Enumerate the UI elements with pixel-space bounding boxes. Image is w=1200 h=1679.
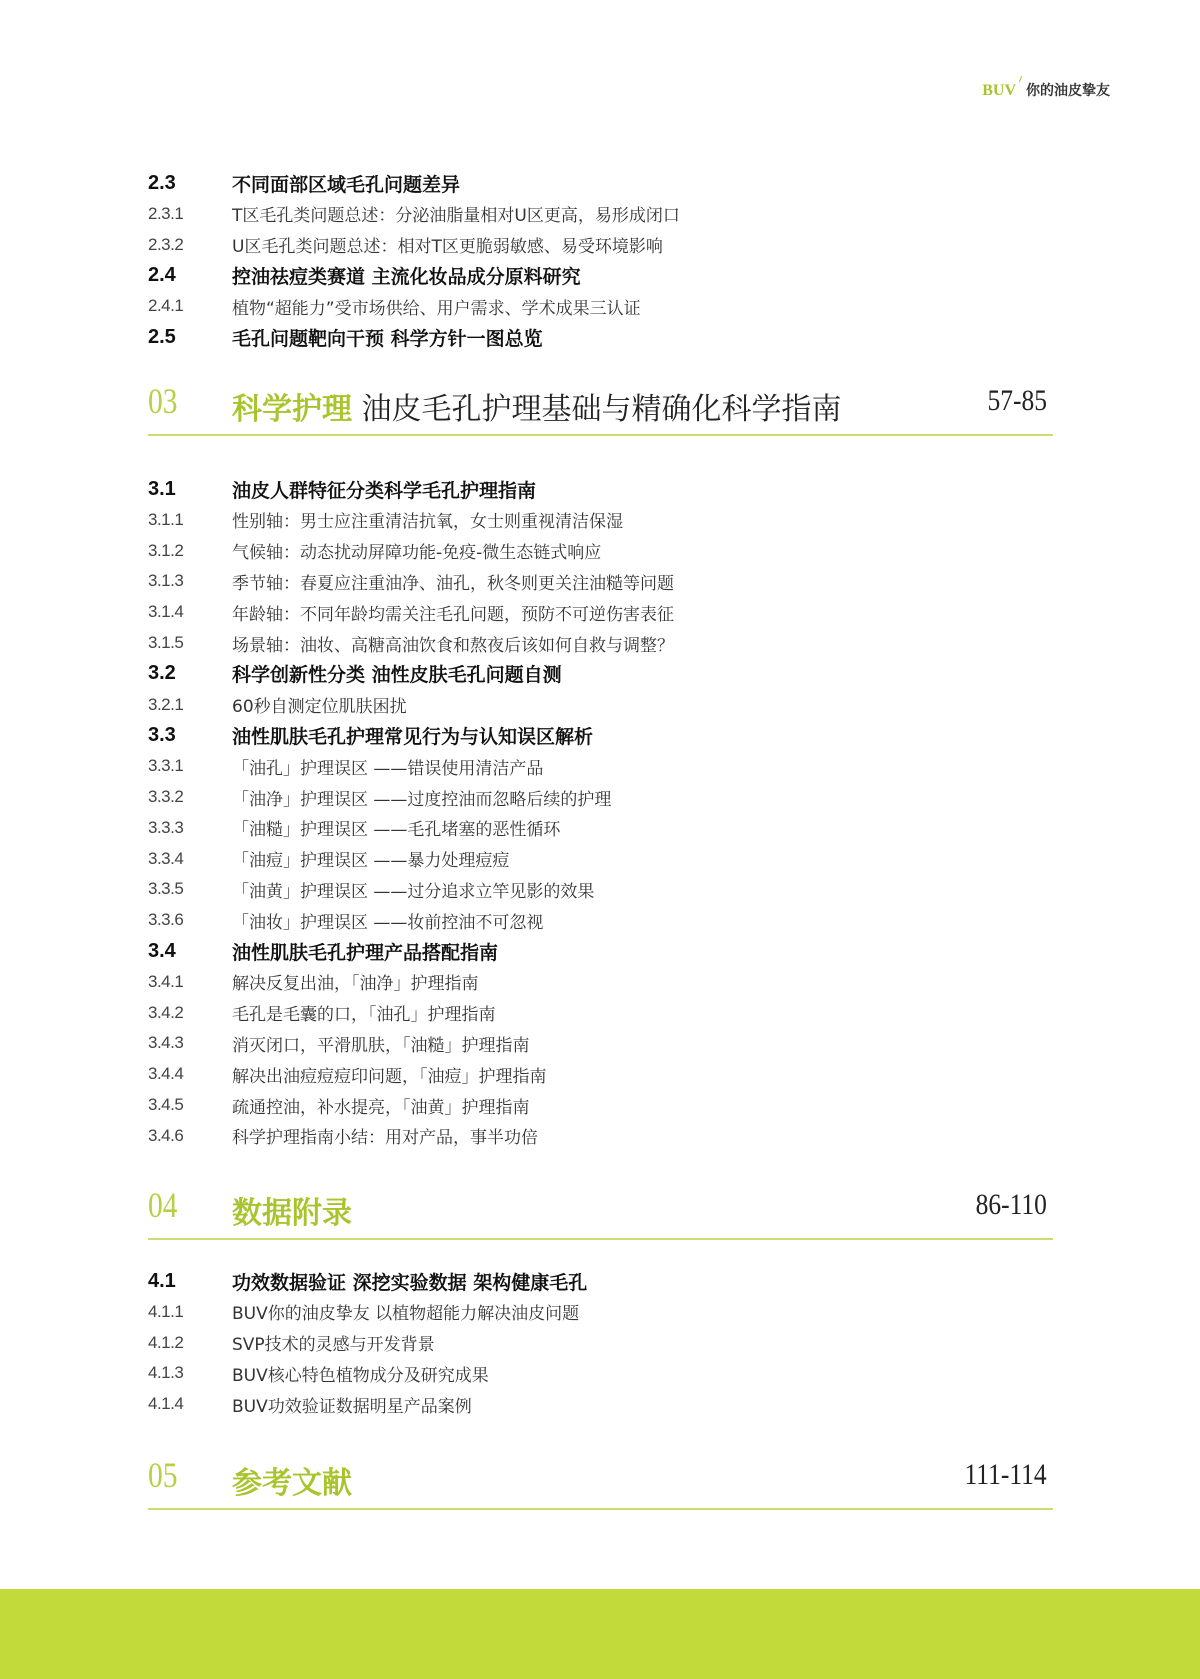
toc-section-entry[interactable] bbox=[148, 322, 543, 352]
entry-number: 3.3.5 bbox=[148, 879, 184, 899]
toc-subsection-entry[interactable] bbox=[148, 1358, 489, 1388]
toc-subsection-entry[interactable] bbox=[148, 1389, 472, 1419]
chapter-title-accent: 数据附录 bbox=[232, 1196, 352, 1231]
entry-number: 3.3.4 bbox=[148, 848, 184, 868]
entry-title: 「油妆」护理误区 ——妆前控油不可忽视 bbox=[232, 912, 544, 933]
toc-subsection-entry[interactable] bbox=[148, 199, 680, 229]
entry-title: SVP技术的灵感与开发背景 bbox=[232, 1335, 435, 1356]
toc-subsection-entry[interactable] bbox=[148, 751, 543, 781]
chapter-number: 04 bbox=[148, 1185, 178, 1225]
entry-number: 3.3 bbox=[148, 723, 176, 746]
entry-title: 油皮人群特征分类科学毛孔护理指南 bbox=[232, 479, 537, 502]
entry-number: 4.1.2 bbox=[148, 1332, 184, 1352]
footer-band bbox=[0, 1589, 1200, 1679]
toc-subsection-entry[interactable] bbox=[148, 813, 560, 843]
entry-number: 3.1.4 bbox=[148, 602, 184, 622]
toc-subsection-entry[interactable] bbox=[148, 1028, 530, 1058]
entry-title: 控油祛痘类赛道 主流化妆品成分原料研究 bbox=[232, 265, 581, 288]
entry-number: 3.4 bbox=[148, 939, 176, 962]
toc-subsection-entry[interactable] bbox=[148, 967, 479, 997]
entry-number: 3.1.5 bbox=[148, 633, 184, 652]
entry-number: 2.4.1 bbox=[148, 296, 184, 316]
toc-subsection-entry[interactable] bbox=[148, 1090, 530, 1120]
entry-number: 3.1.3 bbox=[148, 571, 184, 591]
toc-subsection-entry[interactable] bbox=[148, 1059, 547, 1089]
entry-title: 科学创新性分类 油性皮肤毛孔问题自测 bbox=[232, 664, 562, 687]
entry-title: T区毛孔类问题总述：分泌油脂量相对U区更高，易形成闭口 bbox=[232, 206, 680, 227]
chapter-03-header[interactable] bbox=[148, 372, 1053, 436]
toc-subsection-entry[interactable] bbox=[148, 844, 509, 874]
toc-subsection-entry[interactable] bbox=[148, 505, 623, 535]
entry-number: 4.1.4 bbox=[148, 1394, 184, 1414]
entry-number: 2.5 bbox=[148, 325, 176, 348]
entry-title: 油性肌肤毛孔护理常见行为与认知误区解析 bbox=[232, 725, 594, 748]
entry-title: 「油糙」护理误区 ——毛孔堵塞的恶性循环 bbox=[232, 820, 561, 841]
chapter-title bbox=[232, 1188, 352, 1232]
entry-title: 不同面部区域毛孔问题差异 bbox=[232, 173, 461, 196]
entry-title: 植物“超能力”受市场供给、用户需求、学术成果三认证 bbox=[232, 298, 641, 319]
entry-number: 4.1.1 bbox=[148, 1301, 184, 1321]
entry-title: 毛孔问题靶向干预 科学方针一图总览 bbox=[232, 327, 543, 350]
toc-subsection-entry[interactable] bbox=[148, 536, 601, 566]
brand-tagline: 你的油皮挚友 bbox=[1026, 83, 1110, 99]
toc-subsection-entry[interactable] bbox=[148, 905, 543, 935]
entry-number: 3.4.3 bbox=[148, 1033, 184, 1053]
entry-title: 油性肌肤毛孔护理产品搭配指南 bbox=[232, 941, 499, 964]
chapter-pages: 86-110 bbox=[975, 1188, 1047, 1221]
entry-number: 2.4 bbox=[148, 263, 176, 286]
entry-number: 3.1.1 bbox=[148, 509, 184, 529]
entry-title: 季节轴：春夏应注重油净、油孔，秋冬则更关注油糙等问题 bbox=[232, 573, 674, 594]
toc-subsection-entry[interactable] bbox=[148, 291, 641, 321]
toc-section-entry[interactable] bbox=[148, 720, 593, 750]
chapter-title bbox=[232, 384, 842, 428]
table-of-contents bbox=[148, 0, 1053, 1580]
entry-title: 「油黄」护理误区 ——过分追求立竿见影的效果 bbox=[232, 881, 595, 902]
toc-subsection-entry[interactable] bbox=[148, 597, 674, 627]
toc-section-entry[interactable] bbox=[148, 474, 536, 504]
chapter-04-header[interactable] bbox=[148, 1176, 1053, 1240]
entry-title: BUV你的油皮挚友 以植物超能力解决油皮问题 bbox=[232, 1304, 580, 1325]
toc-subsection-entry[interactable] bbox=[148, 782, 611, 812]
entry-title: 解决反复出油，「油净」护理指南 bbox=[232, 974, 479, 995]
toc-subsection-entry[interactable] bbox=[148, 566, 674, 596]
entry-title: BUV功效验证数据明星产品案例 bbox=[232, 1396, 472, 1417]
chapter-title-accent: 科学护理 bbox=[232, 392, 352, 427]
toc-section-entry[interactable] bbox=[148, 168, 460, 198]
entry-number: 3.4.2 bbox=[148, 1002, 184, 1022]
toc-subsection-entry[interactable] bbox=[148, 1328, 435, 1358]
toc-section-entry[interactable] bbox=[148, 936, 498, 966]
toc-section-entry[interactable] bbox=[148, 260, 581, 290]
chapter-title-rest: 油皮毛孔护理基础与精确化科学指南 bbox=[361, 392, 842, 427]
entry-number: 3.3.6 bbox=[148, 910, 184, 930]
entry-title: 场景轴：油妆、高糖高油饮食和熬夜后该如何自救与调整？ bbox=[232, 635, 674, 656]
entry-title: 60秒自测定位肌肤困扰 bbox=[232, 697, 407, 718]
chapter-05-header[interactable] bbox=[148, 1446, 1053, 1510]
brand-logo: BUV bbox=[982, 82, 1016, 100]
entry-title: U区毛孔类问题总述：相对T区更脆弱敏感、易受环境影响 bbox=[232, 237, 663, 258]
entry-number: 2.3.1 bbox=[148, 203, 184, 223]
chapter-number: 03 bbox=[148, 381, 178, 421]
toc-subsection-entry[interactable] bbox=[148, 874, 594, 904]
chapter-pages: 111-114 bbox=[964, 1458, 1047, 1491]
entry-number: 2.3 bbox=[148, 171, 176, 194]
entry-title: BUV核心特色植物成分及研究成果 bbox=[232, 1365, 489, 1386]
entry-title: 气候轴：动态扰动屏障功能-免疫-微生态链式响应 bbox=[232, 543, 602, 564]
entry-number: 3.4.6 bbox=[148, 1125, 184, 1145]
chapter-number: 05 bbox=[148, 1455, 178, 1495]
entry-number: 3.1 bbox=[148, 477, 176, 500]
entry-title: 年龄轴：不同年龄均需关注毛孔问题，预防不可逆伤害表征 bbox=[232, 604, 674, 625]
entry-number: 3.3.3 bbox=[148, 817, 184, 837]
toc-section-entry[interactable] bbox=[148, 659, 562, 689]
entry-title: 「油孔」护理误区 ——错误使用清洁产品 bbox=[232, 758, 544, 779]
entry-number: 3.2.1 bbox=[148, 694, 184, 714]
toc-subsection-entry[interactable] bbox=[148, 998, 496, 1028]
entry-title: 疏通控油，补水提亮，「油黄」护理指南 bbox=[232, 1097, 530, 1118]
chapter-pages: 57-85 bbox=[987, 384, 1047, 417]
toc-subsection-entry[interactable] bbox=[148, 628, 674, 658]
toc-subsection-entry[interactable] bbox=[148, 230, 663, 260]
entry-number: 3.4.5 bbox=[148, 1095, 184, 1114]
toc-subsection-entry[interactable] bbox=[148, 1121, 538, 1151]
entry-title: 性别轴：男士应注重清洁抗氧，女士则重视清洁保湿 bbox=[232, 512, 623, 533]
entry-title: 科学护理指南小结：用对产品，事半功倍 bbox=[232, 1128, 538, 1149]
entry-title: 「油净」护理误区 ——过度控油而忽略后续的护理 bbox=[232, 789, 612, 810]
entry-title: 毛孔是毛囊的口，「油孔」护理指南 bbox=[232, 1005, 496, 1026]
entry-number: 3.3.1 bbox=[148, 756, 184, 776]
entry-number: 4.1.3 bbox=[148, 1363, 184, 1383]
toc-subsection-entry[interactable] bbox=[148, 690, 407, 720]
entry-number: 3.3.2 bbox=[148, 787, 184, 806]
entry-number: 3.1.2 bbox=[148, 540, 184, 560]
entry-number: 4.1 bbox=[148, 1269, 176, 1292]
toc-section-entry[interactable] bbox=[148, 1266, 587, 1296]
entry-number: 3.4.4 bbox=[148, 1064, 184, 1084]
entry-number: 3.4.1 bbox=[148, 971, 184, 991]
toc-subsection-entry[interactable] bbox=[148, 1297, 579, 1327]
entry-number: 2.3.2 bbox=[148, 234, 184, 254]
entry-title: 「油痘」护理误区 ——暴力处理痘痘 bbox=[232, 851, 510, 872]
entry-number: 3.2 bbox=[148, 662, 176, 685]
entry-title: 功效数据验证 深挖实验数据 架构健康毛孔 bbox=[232, 1271, 588, 1294]
entry-title: 解决出油痘痘痘印问题，「油痘」护理指南 bbox=[232, 1066, 547, 1087]
chapter-title bbox=[232, 1458, 352, 1502]
entry-title: 消灭闭口，平滑肌肤，「油糙」护理指南 bbox=[232, 1035, 530, 1056]
chapter-title-accent: 参考文献 bbox=[232, 1466, 352, 1501]
